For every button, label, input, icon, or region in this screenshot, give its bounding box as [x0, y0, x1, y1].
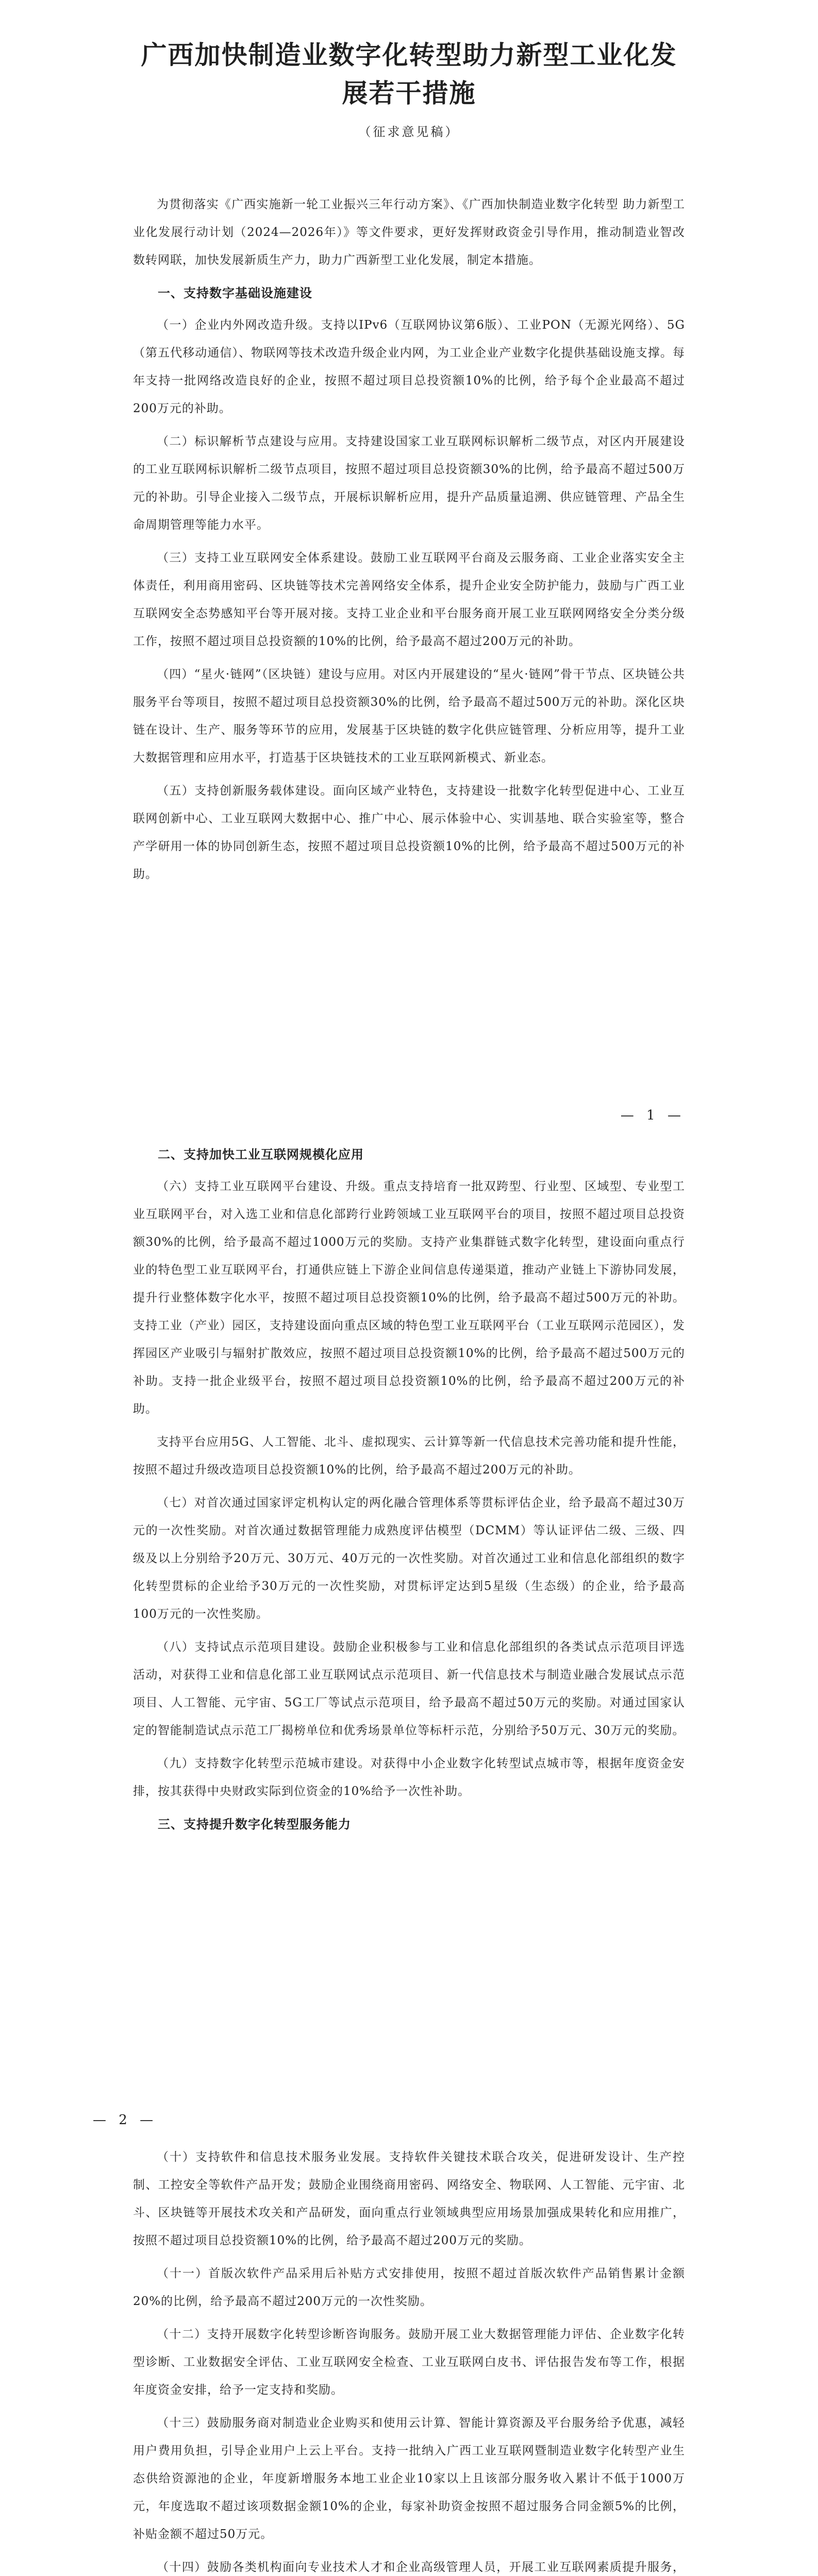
- page-number: — 1 —: [620, 1108, 685, 1123]
- page-3-body: [0, 2143, 818, 2576]
- document-subtitle: （征求意见稿）: [358, 125, 460, 139]
- section-heading: 二、支持加快工业互联网规模化应用: [158, 1147, 364, 1162]
- clause-paragraph: （十四）鼓励各类机构面向专业技术人才和企业高级管理人员，开展工业互联网素质提升服务，: [157, 2561, 685, 2574]
- clause-paragraph: （八）支持试点示范项目建设。鼓励企业积极参与工业和信息化部组织的各类试点示范项目评选活动，对获得工业和信息化部工业互联网试点示范项目、新一代信息技术与制造业融合发展试点示范项目、人工智能、元宇宙、5G工厂等试点示范项目，给予最高不超过50万元的奖励。对通过国家认定的智能制造试点示范工厂揭榜单位和优秀场景单位等标杆示范，分别给予50万元、30万元的奖励。: [133, 1640, 685, 1737]
- clause-paragraph: （十三）鼓励服务商对制造业企业购买和使用云计算、智能计算资源及平台服务给予优惠，减轻用户费用负担，引导企业用户上云上平台。支持一批纳入广西工业互联网暨制造业数字化转型产业生态供给资源池的企业，年度新增服务本地工业企业10家以上且该部分服务收入累计不低于1000万元，年度选取不超过该项数据金额10%的企业，每家补助资金按照不超过服务合同金额5%的比例，补贴金额不超过50万元。: [133, 2416, 685, 2541]
- section-heading: 三、支持提升数字化转型服务能力: [158, 1817, 351, 1832]
- section-heading: 一、支持数字基础设施建设: [158, 286, 312, 300]
- clause-paragraph: （二）标识解析节点建设与应用。支持建设国家工业互联网标识解析二级节点，对区内开展建设的工业互联网标识解析二级节点项目，按照不超过项目总投资额30%的比例，给予最高不超过500万元的补助。引导企业接入二级节点，开展标识解析应用，提升产品质量追溯、供应链管理、产品全生命周期管理等能力水平。: [133, 435, 685, 532]
- clause-paragraph: （九）支持数字化转型示范城市建设。对获得中小企业数字化转型试点城市等，根据年度资金安排，按其获得中央财政实际到位资金的10%给予一次性补助。: [133, 1757, 685, 1798]
- clause-paragraph: （一）企业内外网改造升级。支持以IPv6（互联网协议第6版）、工业PON（无源光网络）、5G（第五代移动通信）、物联网等技术改造升级企业内网，为工业企业产业数字化提供基础设施支撑。每年支持一批网络改造良好的企业，按照不超过项目总投资额10%的比例，给予每个企业最高不超过200万元的补助。: [133, 318, 685, 415]
- document-header: [0, 36, 818, 140]
- clause-paragraph: （十二）支持开展数字化转型诊断咨询服务。鼓励开展工业大数据管理能力评估、企业数字化转型诊断、工业数据安全评估、工业互联网安全检查、工业互联网白皮书、评估报告发布等工作，根据年度资金安排，给予一定支持和奖励。: [133, 2328, 685, 2397]
- clause-paragraph: 支持平台应用5G、人工智能、北斗、虚拟现实、云计算等新一代信息技术完善功能和提升性能，按照不超过升级改造项目总投资额10%的比例，给予最高不超过200万元的补助。: [133, 1435, 685, 1477]
- clause-paragraph: （十一）首版次软件产品采用后补贴方式安排使用，按照不超过首版次软件产品销售累计金额20%的比例，给予最高不超过200万元的一次性奖励。: [133, 2267, 685, 2308]
- clause-paragraph: （五）支持创新服务载体建设。面向区域产业特色，支持建设一批数字化转型促进中心、工业互联网创新中心、工业互联网大数据中心、推广中心、展示体验中心、实训基地、联合实验室等，整合产学研用一体的协同创新生态，按照不超过项目总投资额10%的比例，给予最高不超过500万元的补助。: [133, 784, 685, 881]
- clause-paragraph: （三）支持工业互联网安全体系建设。鼓励工业互联网平台商及云服务商、工业企业落实安全主体责任，利用商用密码、区块链等技术完善网络安全体系，提升企业安全防护能力，鼓励与广西工业互联网安全态势感知平台等开展对接。支持工业企业和平台服务商开展工业互联网网络安全分类分级工作，按照不超过项目总投资额的10%的比例，给予最高不超过200万元的补助。: [133, 551, 685, 648]
- page-1-body: [0, 191, 818, 893]
- clause-paragraph: （四）“星火·链网”（区块链）建设与应用。对区内开展建设的“星火·链网”骨干节点、区块链公共服务平台等项目，按照不超过项目总投资额30%的比例，给予最高不超过500万元的补助。深化区块链在设计、生产、服务等环节的应用，发展基于区块链的数字化供应链管理、分析应用等，提升工业大数据管理和应用水平，打造基于区块链技术的工业互联网新模式、新业态。: [133, 668, 685, 765]
- page-number: — 2 —: [93, 2112, 158, 2128]
- clause-paragraph: （六）支持工业互联网平台建设、升级。重点支持培育一批双跨型、行业型、区域型、专业型工业互联网平台，对入选工业和信息化部跨行业跨领域工业互联网平台的项目，按照不超过项目总投资额30%的比例，给予最高不超过1000万元的奖励。支持产业集群链式数字化转型，建设面向重点行业的特色型工业互联网平台，打通供应链上下游企业间信息传递渠道，推动产业链上下游协同发展，提升行业整体数字化水平，按照不超过项目总投资额10%的比例，给予最高不超过500万元的补助。支持工业（产业）园区，支持建设面向重点区域的特色型工业互联网平台（工业互联网示范园区），发挥园区产业吸引与辐射扩散效应，按照不超过项目总投资额10%的比例，给予最高不超过500万元的补助。支持一批企业级平台，按照不超过项目总投资额10%的比例，给予最高不超过200万元的补助。: [133, 1180, 685, 1416]
- clause-paragraph: （十）支持软件和信息技术服务业发展。支持软件关键技术联合攻关，促进研发设计、生产控制、工控安全等软件产品开发；鼓励企业围绕商用密码、网络安全、物联网、人工智能、元宇宙、北斗、区块链等开展技术攻关和产品研发，面向重点行业领域典型应用场景加强成果转化和应用推广，按照不超过项目总投资额10%的比例，给予最高不超过200万元的奖励。: [133, 2150, 685, 2247]
- clause-paragraph: （七）对首次通过国家评定机构认定的两化融合管理体系等贯标评估企业，给予最高不超过30万元的一次性奖励。对首次通过数据管理能力成熟度评估模型（DCMM）等认证评估二级、三级、四级及以上分别给予20万元、30万元、40万元的一次性奖励。对首次通过工业和信息化部组织的数字化转型贯标的企业给予30万元的一次性奖励，对贯标评定达到5星级（生态级）的企业，给予最高100万元的一次性奖励。: [133, 1496, 685, 1621]
- document-title: 广西加快制造业数字化转型助力新型工业化发展若干措施: [141, 40, 677, 108]
- page-2-body: [0, 1139, 818, 1842]
- intro-paragraph: 为贯彻落实《广西实施新一轮工业振兴三年行动方案》、《广西加快制造业数字化转型 助力新型工业化发展行动计划（2024—2026年）》等文件要求，更好发挥财政资金引导作用，推动制造业智改数转网联，加快发展新质生产力，助力广西新型工业化发展，制定本措施。: [133, 198, 685, 267]
